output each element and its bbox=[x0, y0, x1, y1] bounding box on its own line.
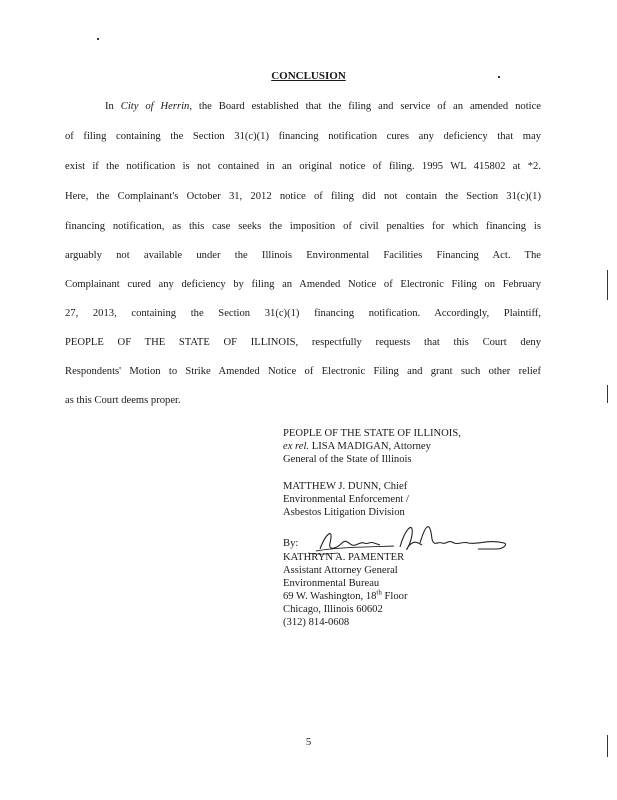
scan-artifact bbox=[97, 38, 99, 40]
address-text: 69 W. Washington, 18 bbox=[283, 591, 377, 602]
party-name: PEOPLE OF THE STATE OF ILLINOIS, bbox=[283, 428, 461, 439]
scan-artifact bbox=[607, 385, 608, 403]
signer-name: KATHRYN A. PAMENTER bbox=[283, 552, 405, 563]
paragraph-line: arguably not available under the Illinois Environmental Facilities Financing Act. The bbox=[65, 250, 541, 261]
paragraph-line: financing notification, as this case seeks the imposition of civil penalties for which financing is bbox=[65, 221, 541, 232]
division-line: Environmental Enforcement / bbox=[283, 494, 409, 505]
address-superscript: th bbox=[376, 588, 382, 597]
phone-line: (312) 814-0608 bbox=[283, 617, 350, 628]
ex-rel-italic: ex rel. bbox=[283, 441, 310, 452]
paragraph-line: PEOPLE OF THE STATE OF ILLINOIS, respectfully requests that this Court deny bbox=[65, 337, 541, 348]
paragraph-line: 27, 2013, containing the Section 31(c)(1) financing notification. Accordingly, Plaintiff, bbox=[65, 308, 541, 319]
signer-block bbox=[283, 551, 407, 629]
paragraph-line: of filing containing the Section 31(c)(1) financing notification cures any deficiency that may bbox=[65, 131, 541, 142]
ex-rel-line bbox=[283, 440, 461, 453]
scan-artifact bbox=[498, 76, 500, 78]
paragraph-line: Respondents' Motion to Strike Amended Notice of Electronic Filing and grant such other relief bbox=[65, 366, 541, 377]
ag-title: General of the State of Illinois bbox=[283, 454, 412, 465]
city-line: Chicago, Illinois 60602 bbox=[283, 604, 383, 615]
scan-artifact bbox=[607, 270, 608, 300]
paragraph-line: Here, the Complainant's October 31, 2012 notice of filing did not contain the Section 31(c)(1) bbox=[65, 191, 541, 202]
chief-name: MATTHEW J. DUNN, Chief bbox=[283, 481, 408, 492]
case-name: City of Herrin bbox=[120, 101, 190, 112]
ex-rel-name: LISA MADIGAN, Attorney bbox=[309, 441, 431, 452]
paragraph-line: as this Court deems proper. bbox=[65, 395, 181, 406]
signature-block bbox=[283, 427, 461, 519]
address-text: Floor bbox=[381, 591, 408, 602]
signer-title: Assistant Attorney General bbox=[283, 565, 398, 576]
bureau-name: Environmental Bureau bbox=[283, 578, 380, 589]
section-heading bbox=[0, 70, 617, 82]
division-line: Asbestos Litigation Division bbox=[283, 507, 405, 518]
page-number: 5 bbox=[305, 737, 312, 748]
paragraph-line: Complainant cured any deficiency by filing an Amended Notice of Electronic Filing on February bbox=[65, 279, 541, 290]
paragraph-text: , the Board established that the filing and service of an amended notice bbox=[189, 101, 541, 112]
paragraph-line bbox=[105, 100, 541, 114]
paragraph-text: In bbox=[105, 101, 121, 112]
paragraph-line: exist if the notification is not contained in an original notice of filing. 1995 WL 415802 at *2. bbox=[65, 161, 541, 172]
scan-artifact bbox=[607, 735, 608, 757]
heading-text: CONCLUSION bbox=[271, 70, 346, 82]
by-label: By: bbox=[283, 538, 299, 549]
address-line bbox=[283, 590, 407, 603]
